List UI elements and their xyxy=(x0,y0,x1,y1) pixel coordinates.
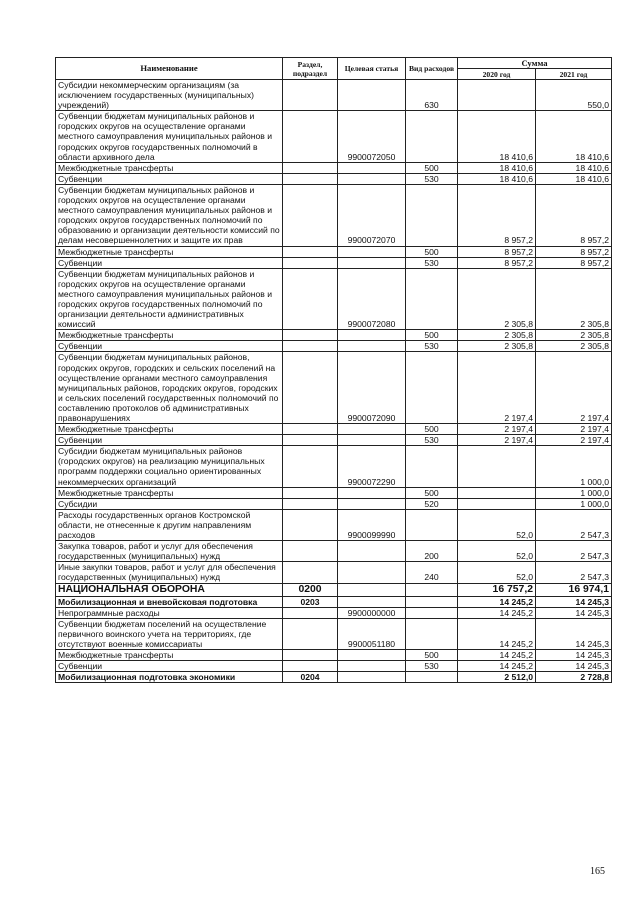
row-amount-2020: 2 305,8 xyxy=(458,268,536,330)
row-target xyxy=(338,596,406,607)
table-row xyxy=(56,111,612,162)
row-section: 0203 xyxy=(283,596,338,607)
table-row xyxy=(56,435,612,446)
row-expense-type xyxy=(406,111,458,162)
row-target xyxy=(338,173,406,184)
row-name: Субсидии xyxy=(56,498,283,509)
row-expense-type: 530 xyxy=(406,435,458,446)
budget-table xyxy=(55,57,612,683)
row-expense-type xyxy=(406,672,458,683)
row-name: Субсидии бюджетам муниципальных районов (городских округов) на реализацию муниципальных программ поддержки социально ориентированных некоммерческих организаций xyxy=(56,446,283,487)
table-row xyxy=(56,257,612,268)
row-target xyxy=(338,246,406,257)
row-target xyxy=(338,435,406,446)
row-expense-type xyxy=(406,268,458,330)
row-name: Субсидии некоммерческим организациям (за исключением государственных (муниципальных) учреждений) xyxy=(56,80,283,111)
row-amount-2020: 8 957,2 xyxy=(458,246,536,257)
row-target xyxy=(338,649,406,660)
row-target: 9900000000 xyxy=(338,607,406,618)
row-amount-2020: 52,0 xyxy=(458,541,536,562)
row-target: 9900051180 xyxy=(338,618,406,649)
row-section: 0200 xyxy=(283,583,338,596)
row-expense-type: 530 xyxy=(406,257,458,268)
row-amount-2021: 14 245,3 xyxy=(536,596,612,607)
row-name: Закупка товаров, работ и услуг для обеспечения государственных (муниципальных) нужд xyxy=(56,541,283,562)
row-name: Субвенции бюджетам муниципальных районов и городских округов на осуществление органами местного самоуправления муниципальных районов и городских округов государственных полномочий по организации деятельности административных комиссий xyxy=(56,268,283,330)
table-row xyxy=(56,162,612,173)
row-expense-type: 240 xyxy=(406,562,458,583)
row-amount-2020: 18 410,6 xyxy=(458,173,536,184)
row-target xyxy=(338,80,406,111)
row-amount-2020: 14 245,2 xyxy=(458,661,536,672)
row-target: 9900072050 xyxy=(338,111,406,162)
row-amount-2021: 8 957,2 xyxy=(536,257,612,268)
table-row xyxy=(56,446,612,487)
row-amount-2020: 14 245,2 xyxy=(458,649,536,660)
row-expense-type: 530 xyxy=(406,173,458,184)
table-row xyxy=(56,268,612,330)
row-section xyxy=(283,330,338,341)
table-row xyxy=(56,487,612,498)
table-row xyxy=(56,649,612,660)
row-amount-2021: 2 197,4 xyxy=(536,424,612,435)
row-target xyxy=(338,672,406,683)
table-row xyxy=(56,341,612,352)
row-amount-2020: 14 245,2 xyxy=(458,618,536,649)
row-expense-type: 500 xyxy=(406,649,458,660)
row-expense-type xyxy=(406,607,458,618)
row-amount-2021: 2 305,8 xyxy=(536,268,612,330)
row-target xyxy=(338,330,406,341)
header-target: Целевая статья xyxy=(338,58,406,80)
row-section xyxy=(283,618,338,649)
table-row xyxy=(56,352,612,424)
row-name: Расходы государственных органов Костромской области, не отнесенные к другим направлениям расходов xyxy=(56,509,283,540)
row-section xyxy=(283,541,338,562)
row-amount-2020: 2 305,8 xyxy=(458,341,536,352)
row-amount-2021: 14 245,3 xyxy=(536,618,612,649)
row-amount-2021: 2 728,8 xyxy=(536,672,612,683)
row-target: 9900072090 xyxy=(338,352,406,424)
row-expense-type: 630 xyxy=(406,80,458,111)
row-expense-type: 530 xyxy=(406,341,458,352)
row-name: Субвенции бюджетам муниципальных районов, городских округов, городских и сельских поселений на осуществление органами местного самоуправления муниципальных районов, городских округов, городских и сельских поселений государственных полномочий по составлению протоколов об административных правонарушениях xyxy=(56,352,283,424)
row-amount-2020: 18 410,6 xyxy=(458,111,536,162)
row-target: 9900072290 xyxy=(338,446,406,487)
header-section: Раздел, подраздел xyxy=(283,58,338,80)
table-row xyxy=(56,509,612,540)
table-row xyxy=(56,583,612,596)
row-expense-type: 500 xyxy=(406,487,458,498)
row-amount-2021: 2 305,8 xyxy=(536,341,612,352)
row-amount-2021: 550,0 xyxy=(536,80,612,111)
row-amount-2020: 18 410,6 xyxy=(458,162,536,173)
row-amount-2021: 18 410,6 xyxy=(536,173,612,184)
row-amount-2020: 2 197,4 xyxy=(458,352,536,424)
row-amount-2020 xyxy=(458,80,536,111)
row-target xyxy=(338,541,406,562)
row-section xyxy=(283,498,338,509)
row-amount-2020: 2 305,8 xyxy=(458,330,536,341)
row-expense-type: 500 xyxy=(406,424,458,435)
row-name: Межбюджетные трансферты xyxy=(56,162,283,173)
row-name: Субвенции xyxy=(56,341,283,352)
table-row xyxy=(56,562,612,583)
header-name: Наименование xyxy=(56,58,283,80)
row-target xyxy=(338,661,406,672)
row-section xyxy=(283,173,338,184)
row-amount-2020 xyxy=(458,446,536,487)
row-amount-2021: 14 245,3 xyxy=(536,661,612,672)
table-header xyxy=(56,58,612,80)
row-amount-2021: 2 197,4 xyxy=(536,435,612,446)
table-row xyxy=(56,498,612,509)
row-name: Межбюджетные трансферты xyxy=(56,487,283,498)
row-amount-2020: 14 245,2 xyxy=(458,596,536,607)
row-amount-2021: 18 410,6 xyxy=(536,162,612,173)
row-section xyxy=(283,246,338,257)
row-amount-2021: 2 547,3 xyxy=(536,509,612,540)
row-name: Субвенции бюджетам поселений на осуществление первичного воинского учета на территориях, где отсутствуют военные комиссариаты xyxy=(56,618,283,649)
row-target xyxy=(338,257,406,268)
row-name: Непрограммные расходы xyxy=(56,607,283,618)
row-amount-2021: 2 197,4 xyxy=(536,352,612,424)
row-amount-2020 xyxy=(458,498,536,509)
row-amount-2020: 52,0 xyxy=(458,509,536,540)
row-expense-type xyxy=(406,509,458,540)
table-row xyxy=(56,184,612,246)
table-row xyxy=(56,618,612,649)
row-amount-2021: 8 957,2 xyxy=(536,184,612,246)
row-section: 0204 xyxy=(283,672,338,683)
row-amount-2021: 2 547,3 xyxy=(536,541,612,562)
row-name: Субвенции xyxy=(56,435,283,446)
row-name: Мобилизационная и вневойсковая подготовка xyxy=(56,596,283,607)
row-section xyxy=(283,649,338,660)
row-name: Мобилизационная подготовка экономики xyxy=(56,672,283,683)
row-expense-type: 200 xyxy=(406,541,458,562)
table-row xyxy=(56,661,612,672)
row-name: Межбюджетные трансферты xyxy=(56,330,283,341)
row-target xyxy=(338,341,406,352)
row-amount-2021: 14 245,3 xyxy=(536,607,612,618)
header-year-2020: 2020 год xyxy=(458,69,536,80)
row-amount-2020: 8 957,2 xyxy=(458,184,536,246)
row-section xyxy=(283,257,338,268)
table-row xyxy=(56,246,612,257)
row-amount-2020: 16 757,2 xyxy=(458,583,536,596)
header-amount: Сумма xyxy=(458,58,612,69)
row-amount-2021: 1 000,0 xyxy=(536,487,612,498)
row-amount-2021: 16 974,1 xyxy=(536,583,612,596)
row-target xyxy=(338,424,406,435)
table-row xyxy=(56,672,612,683)
table-row xyxy=(56,330,612,341)
table-row xyxy=(56,80,612,111)
row-name: Субвенции xyxy=(56,661,283,672)
row-expense-type xyxy=(406,446,458,487)
row-section xyxy=(283,268,338,330)
row-section xyxy=(283,487,338,498)
row-expense-type xyxy=(406,583,458,596)
row-amount-2021: 1 000,0 xyxy=(536,498,612,509)
row-amount-2021: 2 547,3 xyxy=(536,562,612,583)
row-name: Субвенции xyxy=(56,173,283,184)
row-name: Иные закупки товаров, работ и услуг для обеспечения государственных (муниципальных) нужд xyxy=(56,562,283,583)
row-name: Субвенции бюджетам муниципальных районов и городских округов на осуществление органами местного самоуправления муниципальных районов и городских округов государственных полномочий в области архивного дела xyxy=(56,111,283,162)
row-name: НАЦИОНАЛЬНАЯ ОБОРОНА xyxy=(56,583,283,596)
row-section xyxy=(283,352,338,424)
row-amount-2020 xyxy=(458,487,536,498)
row-expense-type: 520 xyxy=(406,498,458,509)
table-row xyxy=(56,173,612,184)
header-expense-type: Вид расходов xyxy=(406,58,458,80)
row-name: Межбюджетные трансферты xyxy=(56,246,283,257)
row-target: 9900072080 xyxy=(338,268,406,330)
row-section xyxy=(283,446,338,487)
row-target xyxy=(338,583,406,596)
row-section xyxy=(283,80,338,111)
row-name: Субвенции бюджетам муниципальных районов и городских округов на осуществление органами местного самоуправления муниципальных районов и городских округов государственных полномочий по образованию и организации деятельности комиссий по делам несовершеннолетних и защите их прав xyxy=(56,184,283,246)
table-body xyxy=(56,80,612,683)
row-expense-type xyxy=(406,352,458,424)
row-section xyxy=(283,509,338,540)
row-expense-type: 530 xyxy=(406,661,458,672)
row-amount-2020: 52,0 xyxy=(458,562,536,583)
row-name: Межбюджетные трансферты xyxy=(56,424,283,435)
row-section xyxy=(283,111,338,162)
row-expense-type: 500 xyxy=(406,330,458,341)
row-target: 9900072070 xyxy=(338,184,406,246)
row-expense-type xyxy=(406,618,458,649)
row-target xyxy=(338,162,406,173)
table-row xyxy=(56,607,612,618)
row-name: Субвенции xyxy=(56,257,283,268)
row-name: Межбюджетные трансферты xyxy=(56,649,283,660)
row-target xyxy=(338,487,406,498)
row-amount-2021: 2 305,8 xyxy=(536,330,612,341)
row-amount-2020: 14 245,2 xyxy=(458,607,536,618)
row-amount-2020: 8 957,2 xyxy=(458,257,536,268)
row-section xyxy=(283,424,338,435)
row-section xyxy=(283,562,338,583)
row-target: 9900099990 xyxy=(338,509,406,540)
row-section xyxy=(283,435,338,446)
row-section xyxy=(283,607,338,618)
row-expense-type xyxy=(406,596,458,607)
table-row xyxy=(56,541,612,562)
table-row xyxy=(56,424,612,435)
row-expense-type: 500 xyxy=(406,162,458,173)
row-section xyxy=(283,162,338,173)
row-section xyxy=(283,341,338,352)
row-section xyxy=(283,184,338,246)
row-target xyxy=(338,498,406,509)
row-target xyxy=(338,562,406,583)
row-amount-2021: 14 245,3 xyxy=(536,649,612,660)
table-row xyxy=(56,596,612,607)
row-amount-2021: 8 957,2 xyxy=(536,246,612,257)
row-expense-type: 500 xyxy=(406,246,458,257)
row-amount-2020: 2 197,4 xyxy=(458,424,536,435)
row-section xyxy=(283,661,338,672)
row-amount-2020: 2 197,4 xyxy=(458,435,536,446)
row-amount-2021: 18 410,6 xyxy=(536,111,612,162)
row-amount-2021: 1 000,0 xyxy=(536,446,612,487)
header-year-2021: 2021 год xyxy=(536,69,612,80)
row-amount-2020: 2 512,0 xyxy=(458,672,536,683)
page-number: 165 xyxy=(590,866,605,877)
row-expense-type xyxy=(406,184,458,246)
